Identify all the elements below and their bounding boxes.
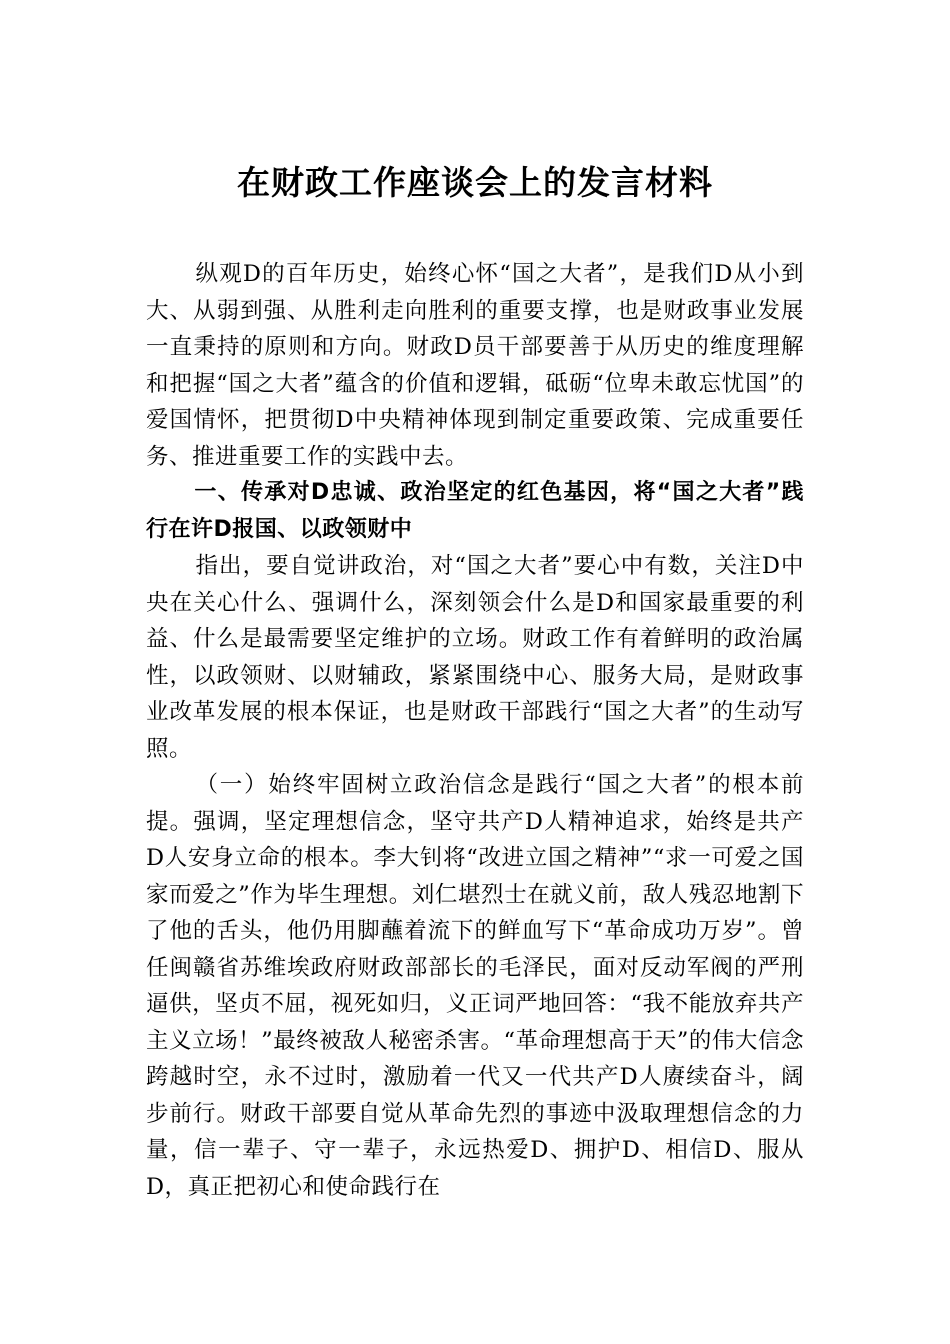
document-title: 在财政工作座谈会上的发言材料 — [237, 163, 713, 202]
document-body — [146, 256, 804, 1205]
section-heading-1: 一、传承对D忠诚、政治坚定的红色基因，将“国之大者”践行在许D报国、以政领财中 — [146, 480, 804, 542]
paragraph-subsection-1: （一）始终牢固树立政治信念是践行“国之大者”的根本前提。强调，坚定理想信念，坚守共产D人精神追求，始终是共产D人安身立命的根本。李大钊将“改进立国之精神”“求一可爱之国家而爱之”作为毕生理想。刘仁堪烈士在就义前，敌人残忍地割下了他的舌头，他仍用脚蘸着流下的鲜血写下“革命成功万岁”。曾任闽赣省苏维埃政府财政部部长的毛泽民，面对反动军阀的严刑逼供，坚贞不屈，视死如归，义正词严地回答：“我不能放弃共产主义立场！”最终被敌人秘密杀害。“革命理想高于天”的伟大信念跨越时空，永不过时，激励着一代又一代共产D人赓续奋斗，阔步前行。财政干部要自觉从革命先烈的事迹中汲取理想信念的力量，信一辈子、守一辈子，永远热爱D、拥护D、相信D、服从D，真正把初心和使命践行在 — [146, 772, 804, 1200]
paragraph-section-1: 指出，要自觉讲政治，对“国之大者”要心中有数，关注D中央在关心什么、强调什么，深刻领会什么是D和国家最重要的利益、什么是最需要坚定维护的立场。财政工作有着鲜明的政治属性，以政领财、以财辅政，紧紧围绕中心、服务大局，是财政事业改革发展的根本保证，也是财政干部践行“国之大者”的生动写照。 — [146, 553, 804, 762]
paragraph-intro: 纵观D的百年历史，始终心怀“国之大者”，是我们D从小到大、从弱到强、从胜利走向胜利的重要支撑，也是财政事业发展一直秉持的原则和方向。财政D员干部要善于从历史的维度理解和把握“国之大者”蕴含的价值和逻辑，砥砺“位卑未敢忘忧国”的爱国情怀，把贯彻D中央精神体现到制定重要政策、完成重要任务、推进重要工作的实践中去。 — [146, 261, 804, 470]
